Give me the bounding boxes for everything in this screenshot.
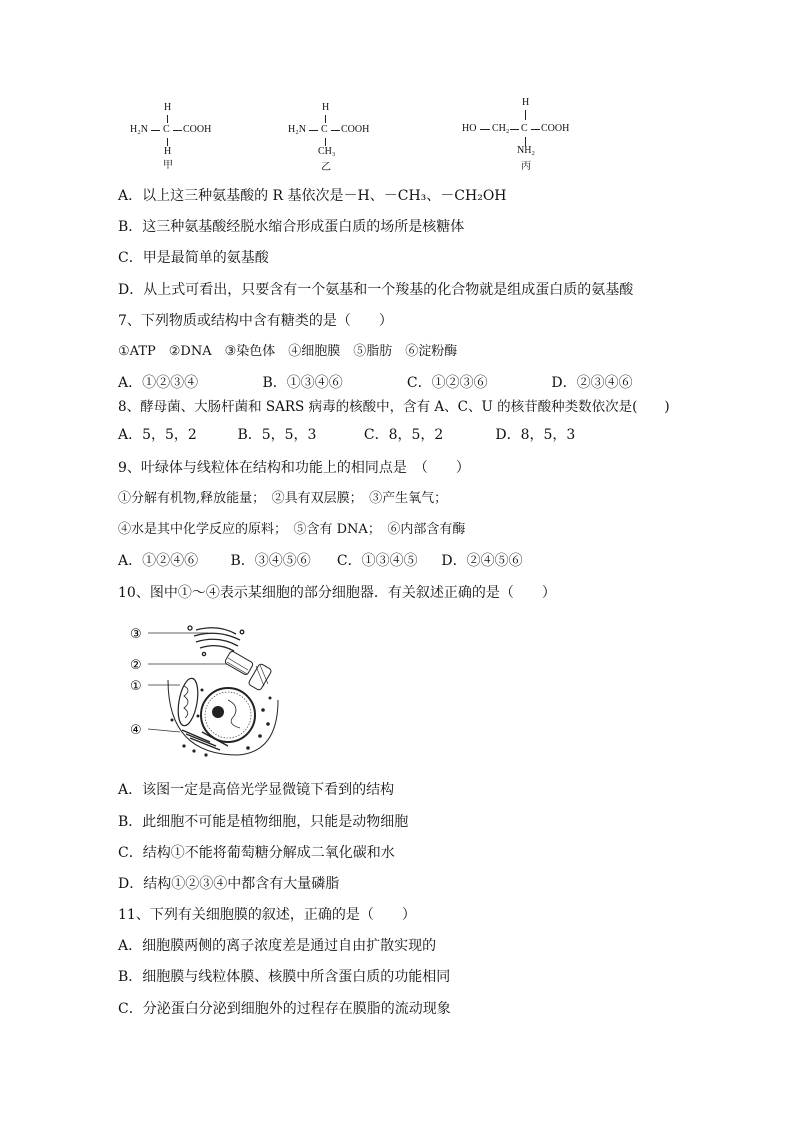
molecule-bing bbox=[462, 97, 582, 172]
q9-option-b: B．③④⑤⑥ bbox=[230, 553, 311, 569]
q7-option-d: D．②③④⑥ bbox=[551, 375, 633, 391]
q9-stem: 9、叶绿体与线粒体在结构和功能上的相同点是 （ ） bbox=[118, 460, 470, 476]
q9-option-d: D．②④⑤⑥ bbox=[441, 553, 523, 569]
q8-stem: 8、酵母菌、大肠杆菌和 SARS 病毒的核酸中，含有 A、C、U 的核苷酸种类数依次是( ) bbox=[118, 399, 670, 415]
atom-center: C bbox=[521, 123, 528, 134]
q7-option-a: A．①②③④ bbox=[118, 375, 199, 391]
q9-items-1: ①分解有机物,释放能量； ②具有双层膜； ③产生氧气； bbox=[118, 491, 448, 506]
q10-option-a: A．该图一定是高倍光学显微镜下看到的结构 bbox=[118, 782, 395, 798]
q7-option-b: B．①③④⑥ bbox=[262, 375, 343, 391]
group-right: COOH bbox=[183, 124, 212, 135]
q6-option-c: C．甲是最简单的氨基酸 bbox=[118, 250, 269, 266]
golgi-apparatus bbox=[188, 626, 244, 656]
q10-option-b: B．此细胞不可能是植物细胞，只能是动物细胞 bbox=[118, 814, 409, 830]
q6-option-d: D．从上式可看出，只要含有一个氨基和一个羧基的化合物就是组成蛋白质的氨基酸 bbox=[118, 282, 634, 298]
atom-bottom: NH₂ bbox=[517, 145, 535, 156]
q6-option-a: A．以上这三种氨基酸的 R 基依次是－H、－CH₃、－CH₂OH bbox=[118, 188, 507, 204]
q8-option-a: A．5，5，2 bbox=[118, 427, 197, 443]
atom-top: H bbox=[164, 102, 172, 113]
q9-option-c: C．①③④⑤ bbox=[336, 553, 418, 569]
atom-top: H bbox=[522, 97, 530, 108]
atom-center: C bbox=[163, 124, 170, 135]
label-2: ② bbox=[130, 658, 142, 673]
atom-top: H bbox=[322, 102, 330, 113]
group-left: HO bbox=[462, 123, 477, 134]
molecule-name: 丙 bbox=[521, 161, 531, 172]
nucleus bbox=[201, 688, 255, 742]
cell-organelle-diagram bbox=[128, 620, 288, 760]
q9-items-2: ④水是其中化学反应的原料； ⑤含有 DNA； ⑥内部含有酶 bbox=[118, 522, 466, 537]
q8-option-d: D．8，5，3 bbox=[495, 427, 576, 443]
q9-options bbox=[118, 552, 523, 570]
q7-option-c: C．①②③⑥ bbox=[406, 375, 488, 391]
q9-option-a: A．①②④⑥ bbox=[118, 553, 199, 569]
atom-bottom: CH₃ bbox=[318, 146, 336, 157]
q8-option-c: C．8，5，2 bbox=[363, 427, 444, 443]
q8-option-b: B．5，5，3 bbox=[237, 427, 317, 443]
group-right: COOH bbox=[541, 123, 570, 134]
q7-stem: 7、下列物质或结构中含有糖类的是（ ） bbox=[118, 313, 393, 329]
q10-option-c: C．结构①不能将葡萄糖分解成二氧化碳和水 bbox=[118, 845, 395, 861]
centriole bbox=[224, 650, 272, 690]
atom-center: C bbox=[321, 124, 328, 135]
mitochondrion bbox=[175, 677, 201, 727]
q11-stem: 11、下列有关细胞膜的叙述，正确的是（ ） bbox=[118, 907, 416, 923]
group-left: H₂N bbox=[130, 124, 148, 135]
q8-options bbox=[118, 426, 575, 444]
molecule-name: 乙 bbox=[321, 162, 331, 173]
atom-bottom: H bbox=[164, 146, 172, 157]
q11-option-a: A．细胞膜两侧的离子浓度差是通过自由扩散实现的 bbox=[118, 938, 437, 954]
label-3: ③ bbox=[130, 627, 142, 642]
label-1: ① bbox=[130, 679, 142, 694]
molecule-jia bbox=[130, 102, 220, 171]
group-left: H₂N bbox=[288, 124, 306, 135]
group-mid: CH₂ bbox=[492, 123, 510, 134]
q7-items: ①ATP ②DNA ③染色体 ④细胞膜 ⑤脂肪 ⑥淀粉酶 bbox=[118, 344, 458, 359]
q6-option-b: B．这三种氨基酸经脱水缩合形成蛋白质的场所是核糖体 bbox=[118, 219, 465, 235]
q10-stem: 10、图中①～④表示某细胞的部分细胞器．有关叙述正确的是（ ） bbox=[118, 585, 556, 601]
label-4: ④ bbox=[130, 723, 142, 738]
molecule-name: 甲 bbox=[163, 160, 173, 171]
q11-option-b: B．细胞膜与线粒体膜、核膜中所含蛋白质的功能相同 bbox=[118, 969, 451, 985]
q7-options bbox=[118, 374, 633, 392]
group-right: COOH bbox=[341, 124, 370, 135]
q10-option-d: D．结构①②③④中都含有大量磷脂 bbox=[118, 876, 340, 892]
molecule-yi bbox=[288, 102, 378, 173]
q11-option-c: C．分泌蛋白分泌到细胞外的过程存在膜脂的流动现象 bbox=[118, 1001, 451, 1017]
